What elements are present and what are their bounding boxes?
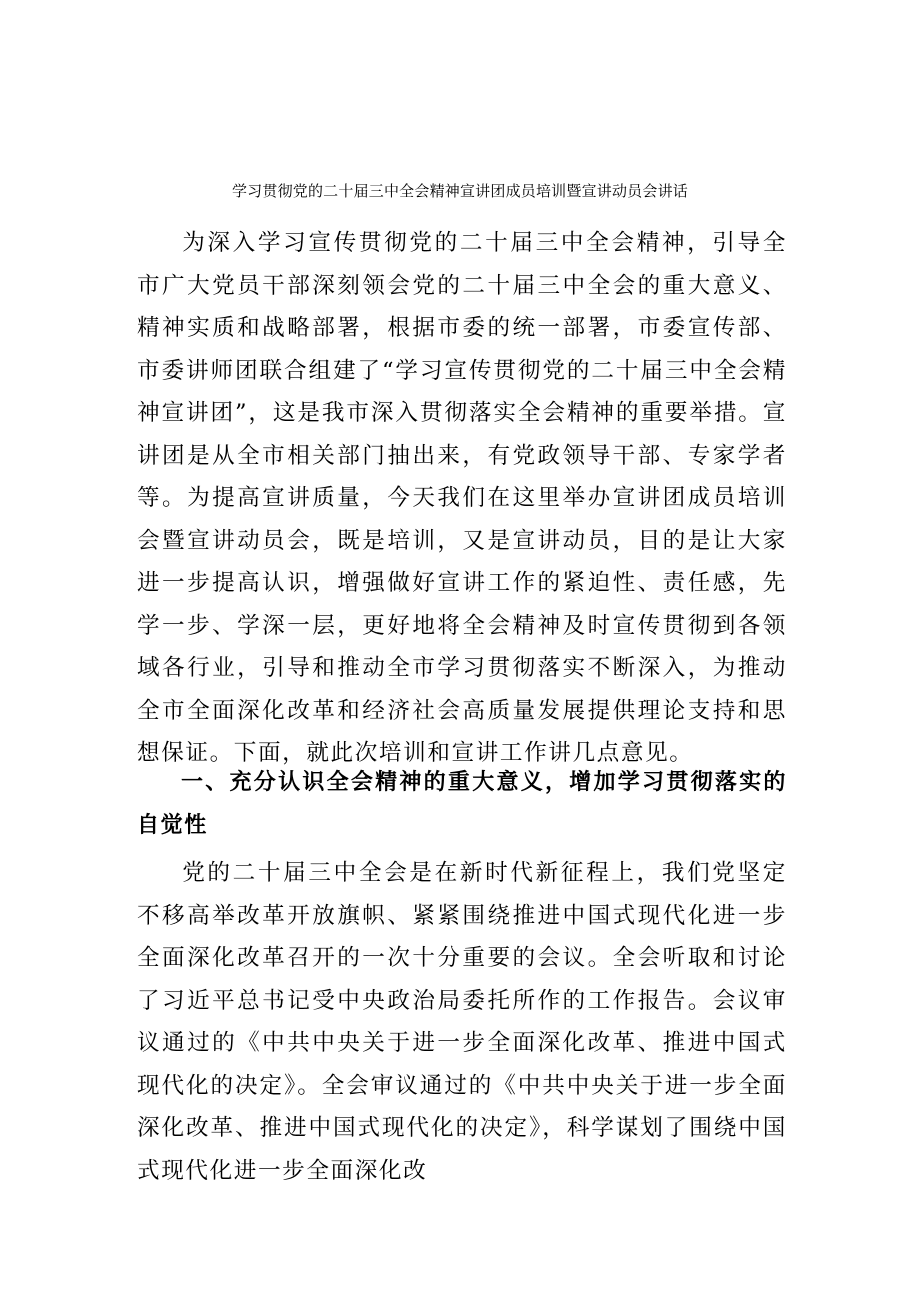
paragraph-intro: 为深入学习宣传贯彻党的二十届三中全会精神，引导全市广大党员干部深刻领会党的二十届三中全会的重大意义、精神实质和战略部署，根据市委的统一部署，市委宣传部、市委讲师团联合组建了“学习宣传贯彻党的二十届三中全会精神宣讲团”，这是我市深入贯彻落实全会精神的重要举措。宣讲团是从全市相关部门抽出来，有党政领导干部、专家学者等。为提高宣讲质量，今天我们在这里举办宣讲团成员培训会暨宣讲动员会，既是培训，又是宣讲动员，目的是让大家进一步提高认识，增强做好宣讲工作的紧迫性、责任感，先学一步、学深一层，更好地将全会精神及时宣传贯彻到各领域各行业，引导和推动全市学习贯彻落实不断深入，为推动全市全面深化改革和经济社会高质量发展提供理论支持和思想保证。下面，就此次培训和宣讲工作讲几点意见。 [137,230,787,766]
section-heading-1: 一、充分认识全会精神的重大意义，增加学习贯彻落实的自觉性 [137,770,787,838]
paragraph-section-1: 党的二十届三中全会是在新时代新征程上，我们党坚定不移高举改革开放旗帜、紧紧围绕推进中国式现代化进一步全面深化改革召开的一次十分重要的会议。全会听取和讨论了习近平总书记受中央政治局委托所作的工作报告。会议审议通过的《中共中央关于进一步全面深化改革、推进中国式现代化的决定》。全会审议通过的《中共中央关于进一步全面深化改革、推进中国式现代化的决定》，科学谋划了围绕中国式现代化进一步全面深化改 [137,860,787,1184]
document-title: 学习贯彻党的二十届三中全会精神宣讲团成员培训暨宣讲动员会讲话 [231,182,688,200]
